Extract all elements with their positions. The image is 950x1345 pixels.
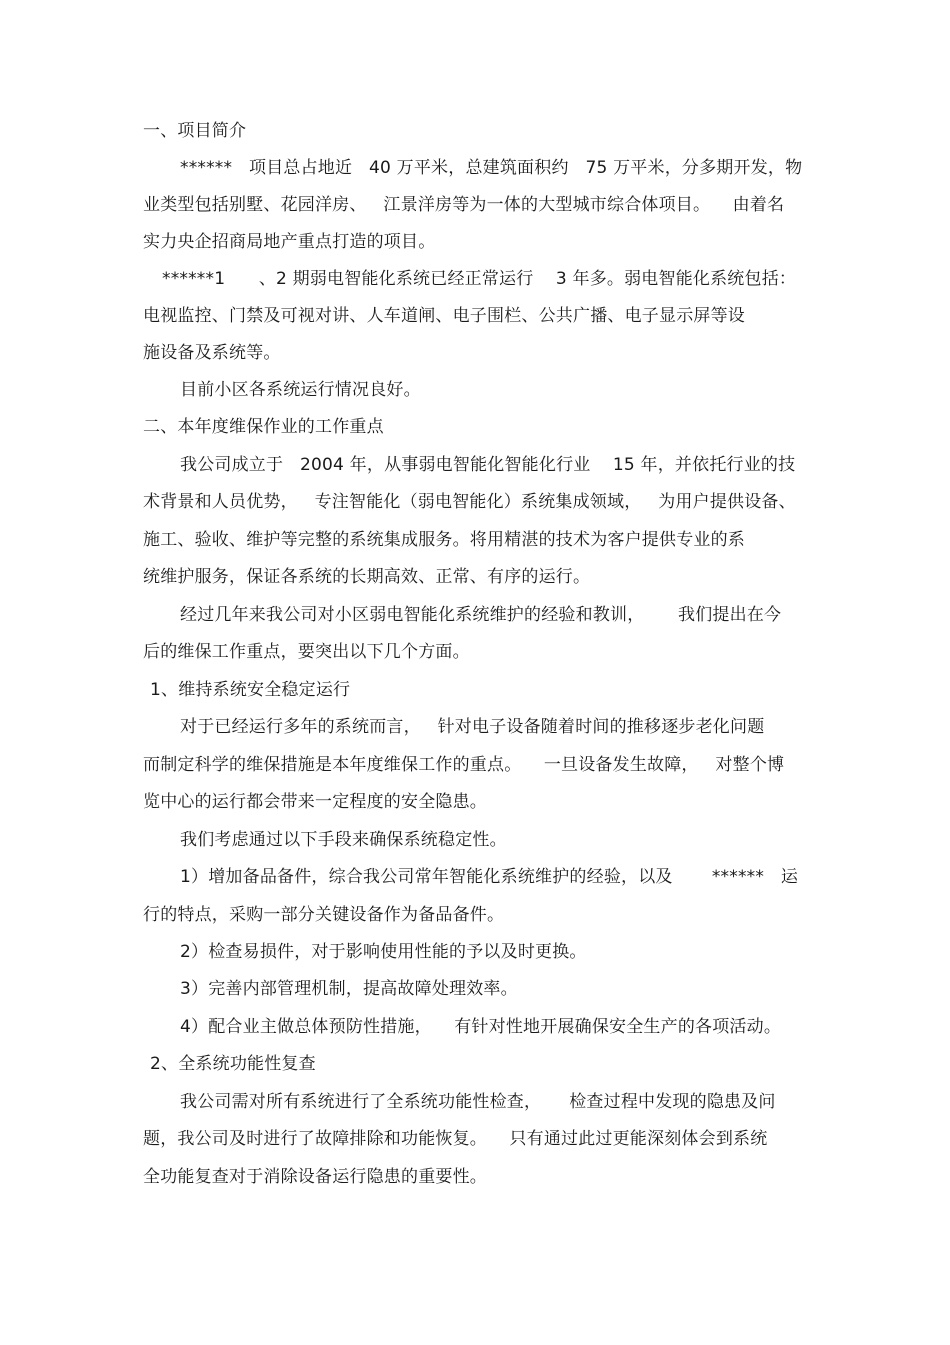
paragraph-line: 实力央企招商局地产重点打造的项目。 [143,232,436,252]
paragraph-line: 施工、验收、维护等完整的系统集成服务。将用精湛的技术为客户提供专业的系 [143,530,745,550]
list-item: 4）配合业主做总体预防性措施， 有针对性地开展确保安全生产的各项活动。 [180,1017,782,1037]
paragraph-line: 行的特点，采购一部分关键设备作为备品备件。 [143,905,505,925]
paragraph-line: 统维护服务，保证各系统的长期高效、正常、有序的运行。 [143,567,591,587]
list-item: 2）检查易损件，对于影响使用性能的予以及时更换。 [180,942,587,962]
paragraph-line: 览中心的运行都会带来一定程度的安全隐患。 [143,792,487,812]
section-heading-1: 一、项目简介 [143,121,247,141]
paragraph-line: 术背景和人员优势， 专注智能化（弱电智能化）系统集成领域， 为用户提供设备、 [143,492,796,512]
paragraph-line: 而制定科学的维保措施是本年度维保工作的重点。 一旦设备发生故障， 对整个博 [143,755,785,775]
paragraph-line: 后的维保工作重点，要突出以下几个方面。 [143,642,470,662]
paragraph-line: 我公司需对所有系统进行了全系统功能性检查， 检查过程中发现的隐患及问 [180,1092,776,1112]
list-item: 1）增加备品备件，综合我公司常年智能化系统维护的经验，以及 ****** 运 [180,867,799,887]
paragraph-line: 对于已经运行多年的系统而言， 针对电子设备随着时间的推移逐步老化问题 [180,717,765,737]
list-item: 3）完善内部管理机制，提高故障处理效率。 [180,979,518,999]
paragraph-line: 题，我公司及时进行了故障排除和功能恢复。 只有通过此过更能深刻体会到系统 [143,1129,768,1149]
paragraph-line: ****** 项目总占地近 40 万平米，总建筑面积约 75 万平米，分多期开发，物 [180,158,803,178]
paragraph-line: 目前小区各系统运行情况良好。 [180,380,421,400]
paragraph-line: 经过几年来我公司对小区弱电智能化系统维护的经验和教训， 我们提出在今 [180,605,782,625]
subsection-heading-1: 1、维持系统安全稳定运行 [150,680,351,700]
section-heading-2: 二、本年度维保作业的工作重点 [143,417,384,437]
paragraph-line: 全功能复查对于消除设备运行隐患的重要性。 [143,1167,487,1187]
paragraph-line: 施设备及系统等。 [143,343,281,363]
paragraph-line: 我公司成立于 2004 年，从事弱电智能化智能化行业 15 年，并依托行业的技 [180,455,796,475]
paragraph-line: 电视监控、门禁及可视对讲、人车道闸、电子围栏、公共广播、电子显示屏等设 [143,306,745,326]
paragraph-line: 业类型包括别墅、花园洋房、 江景洋房等为一体的大型城市综合体项目。 由着名 [143,195,785,215]
paragraph-line: ******1 、2 期弱电智能化系统已经正常运行 3 年多。弱电智能化系统包括： [162,269,797,289]
paragraph-line: 我们考虑通过以下手段来确保系统稳定性。 [180,830,507,850]
subsection-heading-2: 2、全系统功能性复查 [150,1054,316,1074]
